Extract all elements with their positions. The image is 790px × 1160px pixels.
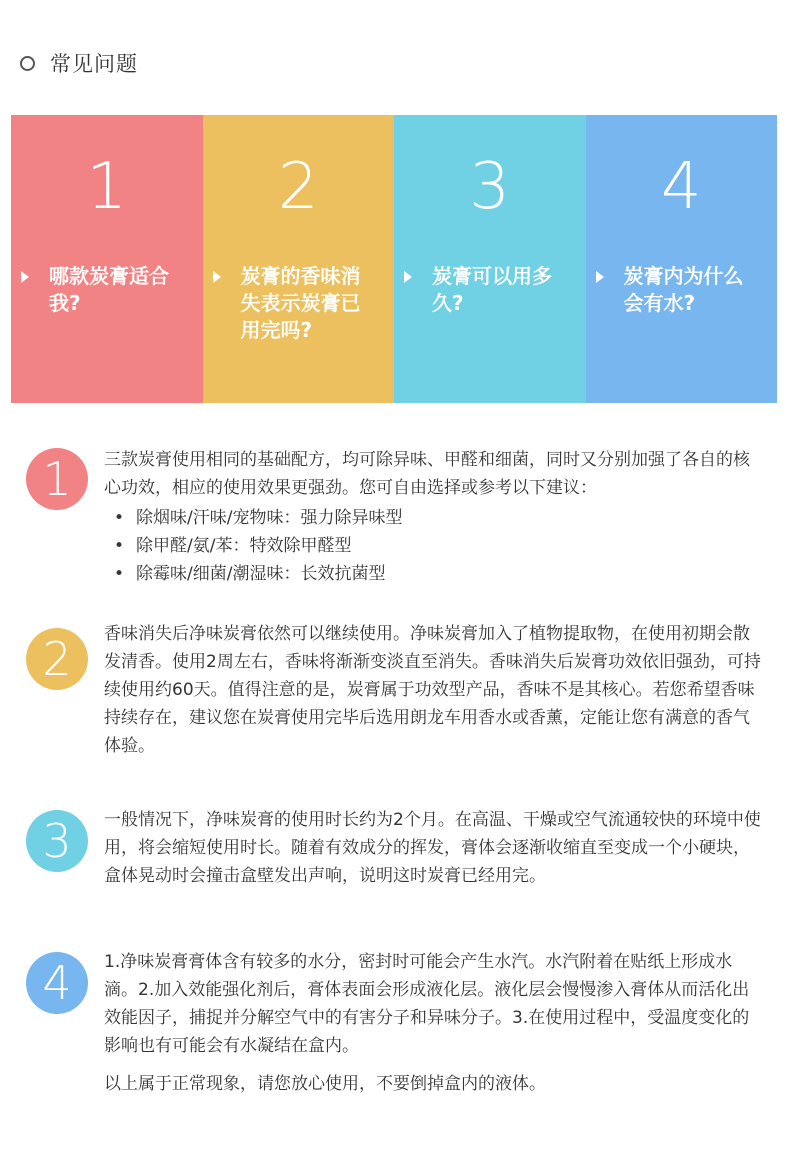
answer-text: 香味消失后净味炭膏依然可以继续使用。净味炭膏加入了植物提取物，在使用初期会散发清香。使用2周左右，香味将渐渐变淡直至消失。香味消失后炭膏功效依旧强劲，可持续使用约60天。值得注意的是，炭膏属于功效型产品，香味不是其核心。若您希望香味持续存在，建议您在炭膏使用完毕后选用朗龙车用香水或香薰，定能让您有满意的香气体验。 xyxy=(104,624,761,756)
answer-text: 一般情况下，净味炭膏的使用时长约为2个月。在高温、干燥或空气流通较快的环境中使用，将会缩短使用时长。随着有效成分的挥发，膏体会逐渐收缩直至变成一个小硬块，盒体晃动时会撞击盒壁发出声响，说明这时炭膏已经用完。 xyxy=(104,810,761,886)
card-number: 2 xyxy=(277,150,319,224)
card-question xyxy=(213,263,387,344)
page-title: 常见问题 xyxy=(50,52,138,76)
triangle-right-icon xyxy=(21,271,29,283)
number-badge: 4 xyxy=(26,952,88,1014)
triangle-right-icon xyxy=(404,271,412,283)
answer-1 xyxy=(26,448,764,588)
suggestion-list xyxy=(104,504,764,588)
faq-card-1[interactable] xyxy=(11,115,203,403)
card-question-text: 炭膏内为什么会有水? xyxy=(623,264,744,315)
card-question xyxy=(596,263,770,317)
answer-body xyxy=(104,620,764,760)
list-item: • 除霉味/细菌/潮湿味：长效抗菌型 xyxy=(104,560,764,588)
triangle-right-icon xyxy=(596,271,604,283)
card-number: 3 xyxy=(469,150,511,224)
answer-body xyxy=(104,806,764,890)
section-header xyxy=(20,48,138,78)
card-question-text: 炭膏可以用多久? xyxy=(432,264,552,315)
faq-cards xyxy=(11,115,777,403)
card-question xyxy=(21,263,195,317)
card-question xyxy=(404,263,578,317)
answer-text: 三款炭膏使用相同的基础配方，均可除异味、甲醛和细菌，同时又分别加强了各自的核心功效，相应的使用效果更强劲。您可自由选择或参考以下建议： xyxy=(104,450,750,498)
card-question-text: 炭膏的香味消失表示炭膏已用完吗? xyxy=(240,264,361,342)
answer-3 xyxy=(26,810,764,890)
answer-4 xyxy=(26,952,764,1098)
answer-text: 1.净味炭膏膏体含有较多的水分，密封时可能会产生水汽。水汽附着在贴纸上形成水滴。2.加入效能强化剂后，膏体表面会形成液化层。液化层会慢慢渗入膏体从而活化出效能因子，捕捉并分解空气中的有害分子和异味分子。3.在使用过程中，受温度变化的影响也有可能会有水凝结在盒内。 xyxy=(104,952,750,1056)
card-number: 1 xyxy=(86,150,128,224)
card-question-text: 哪款炭膏适合我? xyxy=(49,264,169,315)
answer-note: 以上属于正常现象，请您放心使用，不要倒掉盒内的液体。 xyxy=(104,1074,546,1094)
number-badge: 3 xyxy=(26,810,88,872)
faq-card-4[interactable] xyxy=(586,115,778,403)
number-badge: 1 xyxy=(26,448,88,510)
answer-2 xyxy=(26,624,764,760)
circle-icon xyxy=(20,56,35,71)
triangle-right-icon xyxy=(213,271,221,283)
faq-card-2[interactable] xyxy=(203,115,395,403)
list-item: • 除烟味/汗味/宠物味：强力除异味型 xyxy=(104,504,764,532)
list-item: • 除甲醛/氨/苯：特效除甲醛型 xyxy=(104,532,764,560)
answer-body xyxy=(104,446,764,588)
answer-body xyxy=(104,948,764,1098)
faq-card-3[interactable] xyxy=(394,115,586,403)
card-number: 4 xyxy=(660,150,702,224)
number-badge: 2 xyxy=(26,628,88,690)
